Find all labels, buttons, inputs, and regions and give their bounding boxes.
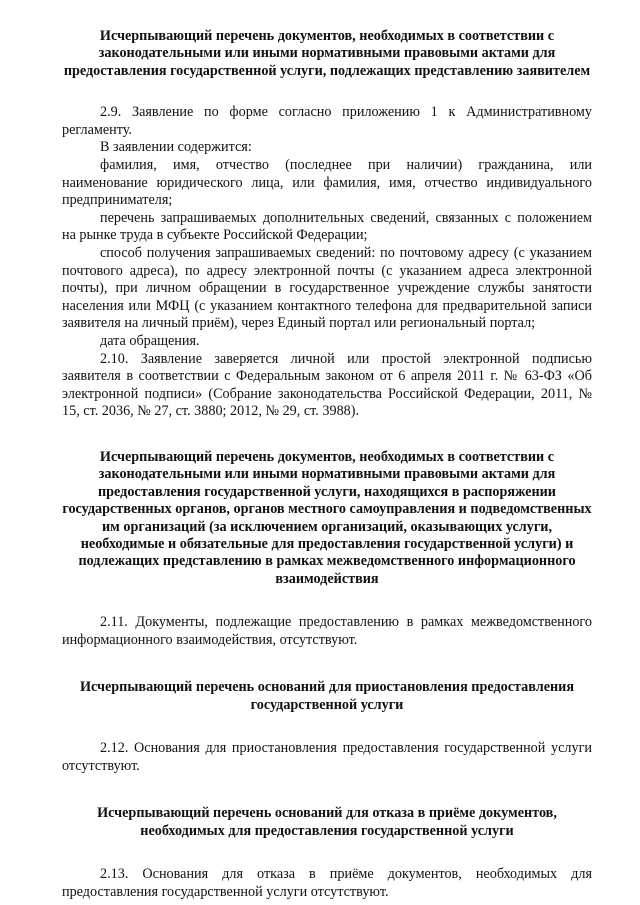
paragraph-name-item: фамилия, имя, отчество (последнее при наличии) гражданина, или наименование юридического лица, или фамилия, имя, отчество индивидуального предпринимателя; — [62, 157, 592, 209]
paragraph-contents-intro: В заявлении содержится: — [100, 139, 252, 156]
paragraph-delivery-method-item: способ получения запрашиваемых сведений: по почтовому адресу (с указанием почтового адреса), по адресу электронной почты (с указанием адреса электронной почты), при личном обращении в государственное учреждение службы занятости населения или МФЦ (с указанием контактного телефона для предварительной записи заявителя на личный приём), через Единый портал или региональный портал; — [62, 244, 592, 332]
section-heading-documents-interagency: Исчерпывающий перечень документов, необходимых в соответствии с законодательными или иными нормативными правовыми актами для предоставления государственной услуги, находящихся в распоряжении государственных органов, органов местного самоуправления и подведомственных им организаций (за исключением организаций, оказывающих услуги, необходимые и обязательные для предоставления государственной услуги) и подлежащих представлению в рамках межведомственного информационного взаимодействия — [62, 448, 592, 587]
section-heading-documents-applicant: Исчерпывающий перечень документов, необходимых в соответствии с законодательными или иными нормативными правовыми актами для предоставления государственной услуги, подлежащих представлению заявителем — [63, 28, 591, 79]
paragraph-info-list-item: перечень запрашиваемых дополнительных сведений, связанных с положением на рынке труда в субъекте Российской Федерации; — [62, 209, 592, 244]
paragraph-2-11: 2.11. Документы, подлежащие предоставлению в рамках межведомственного информационного взаимодействия, отсутствуют. — [62, 614, 592, 648]
paragraph-2-10: 2.10. Заявление заверяется личной или простой электронной подписью заявителя в соответствии с Федеральным законом от 6 апреля 2011 г. № 63-ФЗ «Об электронной подписи» (Собрание законодательства Российской Федерации, 2011, № 15, ст. 2036, № 27, ст. 3880; 2012, № 29, ст. 3988). — [62, 350, 592, 420]
paragraph-date-item: дата обращения. — [100, 332, 200, 349]
paragraph-2-9: 2.9. Заявление по форме согласно приложению 1 к Административному регламенту. — [62, 104, 592, 138]
paragraph-2-13: 2.13. Основания для отказа в приёме документов, необходимых для предоставления государственной услуги отсутствуют. — [62, 866, 592, 900]
section-heading-suspension-grounds: Исчерпывающий перечень оснований для приостановления предоставления государственной услуги — [79, 679, 575, 713]
paragraph-2-12: 2.12. Основания для приостановления предоставления государственной услуги отсутствуют. — [62, 740, 592, 774]
section-heading-refusal-grounds: Исчерпывающий перечень оснований для отказа в приёме документов, необходимых для предоставления государственной услуги — [97, 805, 557, 839]
